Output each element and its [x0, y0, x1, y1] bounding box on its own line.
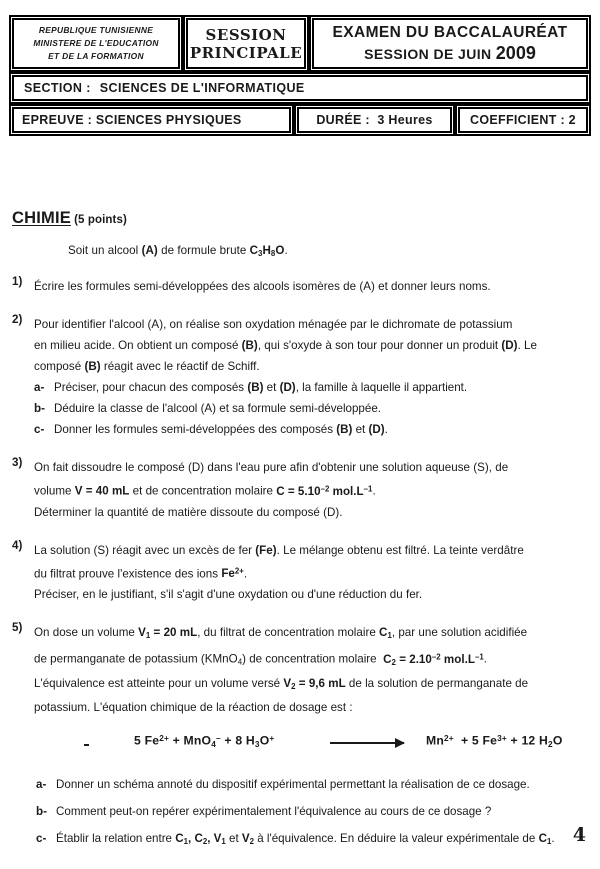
question-5-sub-a-label: a- — [36, 777, 47, 791]
question-3-line-1: On fait dissoudre le composé (D) dans l'eau pure afin d'obtenir une solution aqueuse (S), de — [34, 461, 509, 475]
question-5-sub-a — [34, 774, 588, 795]
header-row-section — [12, 75, 588, 101]
exam-session-prefix: SESSION DE JUIN — [364, 46, 496, 62]
question-5-sub-b-text: Comment peut-on repérer expérimentalement l'équivalence au cours de ce dosage ? — [56, 804, 492, 818]
epreuve-value: SCIENCES PHYSIQUES — [95, 113, 242, 127]
duree-label: DURÉE : — [316, 113, 370, 127]
equation-bullet-dash — [84, 744, 89, 746]
question-3-number: 3) — [12, 456, 23, 470]
republic-line-2: MINISTERE DE L'EDUCATION — [33, 38, 159, 48]
exercise-title: CHIMIE — [12, 209, 71, 227]
question-2 — [12, 314, 588, 440]
question-2-sub-b-text: Déduire la classe de l'alcool (A) et sa formule semi-développée. — [54, 402, 381, 416]
equation-arrow-icon — [330, 742, 404, 744]
exam-title-line: EXAMEN DU BACCALAURÉAT — [332, 24, 568, 41]
question-3-line-2: volume V = 40 mL et de concentration molaire $C = 5.10^{-2}$ $mol.L^{-1}$. — [34, 484, 376, 498]
question-1 — [12, 276, 588, 297]
exercise-points: (5 points) — [74, 214, 127, 226]
question-5-line-1: On dose un volume $V_1 = 20$ mL, du filtrat de concentration molaire $C_1$, par une solution acidifiée — [34, 626, 528, 641]
question-5-sub-b-label: b- — [36, 804, 47, 818]
intro-suffix: . — [284, 243, 288, 257]
exam-session-line — [322, 43, 578, 64]
page-number: 4 — [572, 824, 586, 846]
question-5-sub-c — [34, 828, 588, 852]
question-2-sub-a-label: a- — [34, 381, 45, 395]
section-label: SECTION : — [24, 81, 91, 95]
question-2-line-1: Pour identifier l'alcool (A), on réalise son oxydation ménagée par le dichromate de potassium — [34, 318, 513, 332]
question-3-line-3: Déterminer la quantité de matière dissoute du composé (D). — [34, 505, 343, 519]
section-text — [24, 81, 576, 95]
question-5-sub-c-text: Établir la relation entre $C_1$, $C_2$, $V_1$ et $V_2$ à l'équivalence. En déduire la valeur expérimentale de $C_1$. — [56, 831, 555, 846]
duree-text — [307, 113, 442, 127]
exam-title-box — [312, 18, 588, 69]
question-3 — [12, 457, 588, 523]
question-2-sub-c — [34, 419, 588, 440]
question-2-sub-b-label: b- — [34, 402, 45, 416]
epreuve-text — [22, 113, 281, 127]
intro-mid: de formule brute — [157, 243, 250, 257]
question-4-line-1: La solution (S) réagit avec un excès de fer (Fe). Le mélange obtenu est filtré. La teinte verdâtre — [34, 543, 524, 557]
exercise-title-row — [12, 210, 588, 227]
question-2-sub-a — [34, 377, 588, 398]
section-box — [12, 75, 588, 101]
duree-box — [297, 107, 452, 133]
intro-compound-a: (A) — [141, 243, 158, 257]
exercise-intro — [68, 245, 588, 258]
question-4-number: 4) — [12, 538, 23, 552]
question-1-number: 1) — [12, 275, 23, 289]
exercise-body — [12, 210, 588, 869]
epreuve-box — [12, 107, 291, 133]
question-5-sub-b — [34, 801, 588, 822]
intro-prefix: Soit un alcool — [68, 243, 142, 257]
question-2-line-3: composé (B) réagit avec le réactif de Schiff. — [34, 360, 260, 374]
question-5-line-3: L'équivalence est atteinte pour un volume versé $V_2 = 9,6$ mL de la solution de permanganate de — [34, 676, 529, 691]
question-5-line-4: potassium. L'équation chimique de la réaction de dosage est : — [34, 700, 353, 714]
section-value: SCIENCES DE L'INFORMATIQUE — [99, 81, 305, 95]
epreuve-label: EPREUVE : — [22, 113, 93, 127]
republic-ministry-box — [12, 18, 180, 69]
question-1-line-1: Écrire les formules semi-développées des alcools isomères de (A) et donner leurs noms. — [34, 280, 491, 294]
question-2-sub-c-label: c- — [34, 423, 45, 437]
exam-year: 2009 — [495, 43, 536, 63]
question-2-sub-a-text: Préciser, pour chacun des composés (B) et (D), la famille à laquelle il appartient. — [54, 381, 468, 395]
question-4-line-3: Préciser, en le justifiant, s'il s'agit d'une oxydation ou d'une réduction du fer. — [34, 588, 423, 602]
question-2-sub-b — [34, 398, 588, 419]
session-line-1: SESSION — [205, 25, 287, 44]
question-4 — [12, 540, 588, 606]
question-5-number: 5) — [12, 621, 23, 635]
intro-formula: $C_3H_8O$ — [249, 243, 285, 258]
coefficient-box — [458, 107, 588, 133]
equation-reactants: 5 $Fe^{2+} + MnO_4^- + 8$ $H_3O^+$ — [134, 732, 275, 749]
question-2-line-2: en milieu acide. On obtient un composé (B), qui s'oxyde à son tour pour donner un produit (D). Le — [34, 339, 537, 353]
coefficient-text: COEFFICIENT : 2 — [470, 113, 576, 127]
question-5-sub-a-text: Donner un schéma annoté du dispositif expérimental permettant la réalisation de ce dosage. — [56, 777, 530, 791]
question-5-subs — [34, 774, 588, 852]
dosage-equation — [34, 728, 588, 758]
question-5-sub-c-label: c- — [36, 831, 47, 845]
question-4-line-2: du filtrat prouve l'existence des ions $Fe^{2+}$. — [34, 566, 248, 581]
question-2-sub-c-text: Donner les formules semi-développées des composés (B) et (D). — [54, 423, 388, 437]
exam-header — [12, 18, 588, 133]
question-5 — [12, 622, 588, 851]
header-row-top — [12, 18, 588, 69]
question-5-line-2: de permanganate de potassium (KMnO$_4$) de concentration molaire $C_2 = 2.10^{-2}$ $mol.L^{-1}$. — [34, 652, 488, 667]
republic-line-1: REPUBLIQUE TUNISIENNE — [38, 25, 154, 35]
question-2-number: 2) — [12, 313, 23, 327]
header-row-epreuve — [12, 107, 588, 133]
republic-line-3: ET DE LA FORMATION — [48, 51, 144, 61]
session-line-2: PRINCIPALE — [189, 43, 303, 62]
equation-products: $Mn^{2+} + 5$ $Fe^{3+} + 12$ $H_2O$ — [426, 732, 563, 749]
session-principale-box — [186, 18, 306, 69]
duree-value: 3 Heures — [377, 113, 433, 127]
